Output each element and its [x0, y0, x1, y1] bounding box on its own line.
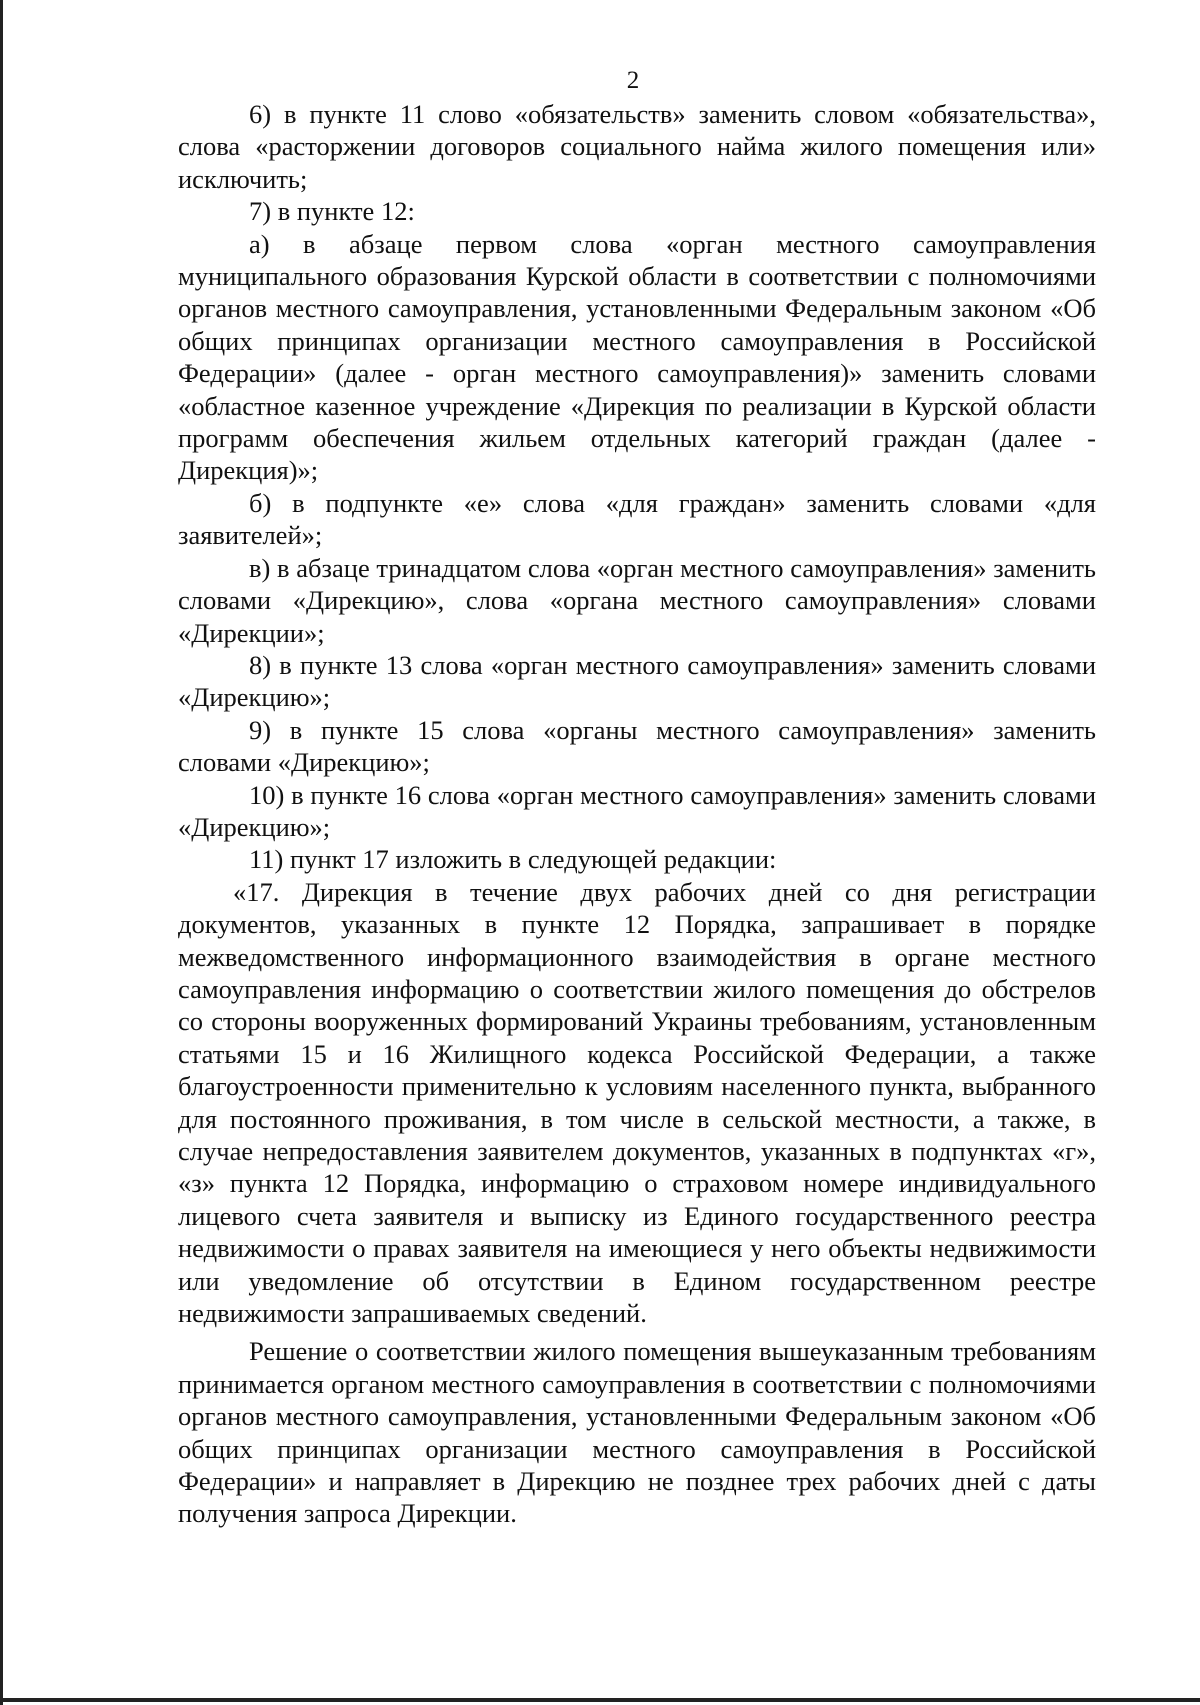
paragraph-item-8: 8) в пункте 13 слова «орган местного самоуправления» заменить словами «Дирекцию»; [178, 649, 1096, 713]
paragraph-item-7b: б) в подпункте «е» слова «для граждан» заменить словами «для заявителей»; [178, 487, 1096, 551]
paragraph-item-11: 11) пункт 17 изложить в следующей редакции: [249, 844, 777, 875]
paragraph-item-6: 6) в пункте 11 слово «обязательств» заменить словом «обязательства», слова «расторжении договоров социального найма жилого помещения или» исключить; [178, 99, 1096, 194]
paragraph-item-7a: а) в абзаце первом слова «орган местного самоуправления муниципального образования Курской области в соответствии с полномочиями органов местного самоуправления, установленными Федеральным законом «Об общих принципах организации местного самоуправления в Российской Федерации» (далее - орган местного самоуправления)» заменить словами «областное казенное учреждение «Дирекция по реализации в Курской области программ обеспечения жильем отдельных категорий граждан (далее - Дирекция)»; [178, 228, 1096, 486]
scan-bottom-border [0, 1698, 1200, 1702]
paragraph-point-17: «17. Дирекция в течение двух рабочих дней со дня регистрации документов, указанных в пункте 12 Порядка, запрашивает в порядке межведомственного информационного взаимодействия в органе местного самоуправления информацию о соответствии жилого помещения до обстрелов со стороны вооруженных формирований Украины требованиям, установленным статьями 15 и 16 Жилищного кодекса Российской Федерации, а также благоустроенности применительно к условиям населенного пункта, выбранного для постоянного проживания, в том числе в сельской местности, а также, в случае непредоставления заявителем документов, указанных в подпунктах «г», «з» пункта 12 Порядка, информацию о страховом номере индивидуального лицевого счета заявителя и выписку из Единого государственного реестра недвижимости о правах заявителя на имеющиеся у него объекты недвижимости или уведомление об отсутствии в Едином государственном реестре недвижимости запрашиваемых сведений. [178, 876, 1096, 1329]
scan-left-border [0, 0, 3, 1705]
paragraph-decision: Решение о соответствии жилого помещения вышеуказанным требованиям принимается органом местного самоуправления в соответствии с полномочиями органов местного самоуправления, установленными Федеральным законом «Об общих принципах организации местного самоуправления в Российской Федерации» и направляет в Дирекцию не позднее трех рабочих дней с даты получения запроса Дирекции. [178, 1336, 1096, 1529]
page-number: 2 [626, 67, 640, 94]
paragraph-item-10: 10) в пункте 16 слова «орган местного самоуправления» заменить словами «Дирекцию»; [178, 779, 1096, 842]
paragraph-item-9: 9) в пункте 15 слова «органы местного самоуправления» заменить словами «Дирекцию»; [178, 714, 1096, 778]
document-body [178, 98, 1096, 1530]
paragraph-item-7: 7) в пункте 12: [249, 196, 415, 227]
paragraph-item-7v: в) в абзаце тринадцатом слова «орган местного самоуправления» заменить словами «Дирекцию», слова «органа местного самоуправления» словами «Дирекции»; [178, 552, 1096, 648]
